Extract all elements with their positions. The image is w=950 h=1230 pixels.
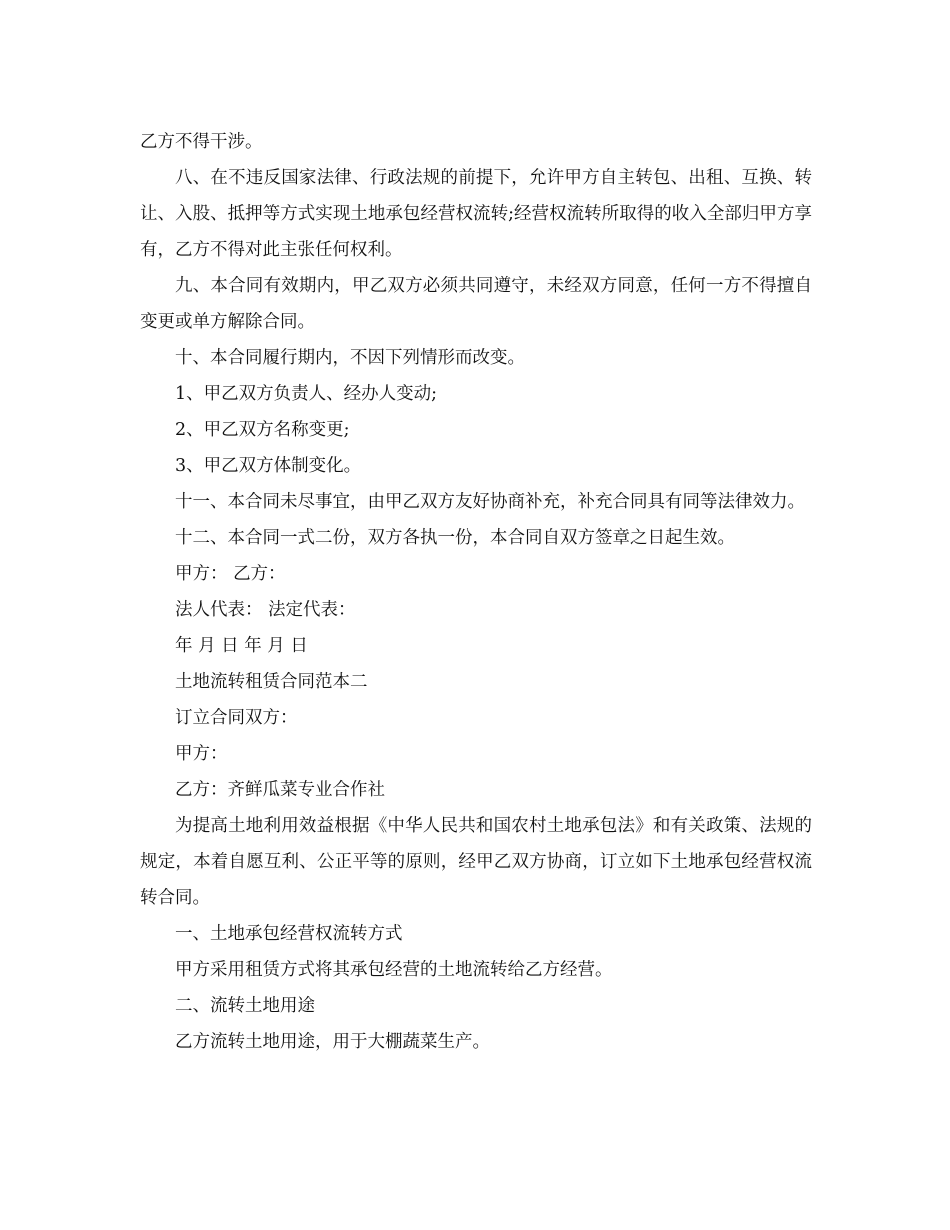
clause-9: 九、本合同有效期内，甲乙双方必须共同遵守，未经双方同意，任何一方不得擅自变更或单方解除合同。 — [140, 276, 812, 332]
section-title: 土地流转租赁合同范本二 — [175, 672, 368, 692]
signature-representatives: 法人代表： 法定代表： — [175, 600, 356, 620]
heading-land-use: 二、流转土地用途 — [175, 996, 315, 1016]
party-a: 甲方： — [175, 744, 228, 764]
clause-10: 十、本合同履行期内，不因下列情形而改变。 — [175, 348, 525, 368]
party-b: 乙方：齐鲜瓜菜专业合作社 — [175, 780, 385, 800]
document-body — [140, 124, 812, 1060]
contract-parties-heading: 订立合同双方： — [175, 708, 298, 728]
preamble: 为提高土地利用效益根据《中华人民共和国农村土地承包法》和有关政策、法规的规定，本着自愿互利、公正平等的原则，经甲乙双方协商，订立如下土地承包经营权流转合同。 — [140, 816, 812, 908]
heading-transfer-method: 一、土地承包经营权流转方式 — [175, 924, 403, 944]
signature-dates: 年 月 日 年 月 日 — [175, 636, 308, 656]
clause-8: 八、在不违反国家法律、行政法规的前提下，允许甲方自主转包、出租、互换、转让、入股、抵押等方式实现土地承包经营权流转;经营权流转所取得的收入全部归甲方享有，乙方不得对此主张任何权利。 — [140, 168, 812, 260]
signature-parties: 甲方： 乙方： — [175, 564, 286, 584]
clause-10-item-2: 2、甲乙双方名称变更; — [175, 420, 350, 440]
paragraph-continuation: 乙方不得干涉。 — [140, 132, 263, 152]
transfer-method-text: 甲方采用租赁方式将其承包经营的土地流转给乙方经营。 — [175, 960, 613, 980]
clause-10-item-3: 3、甲乙双方体制变化。 — [175, 456, 362, 476]
clause-12: 十二、本合同一式二份，双方各执一份，本合同自双方签章之日起生效。 — [175, 528, 735, 548]
clause-10-item-1: 1、甲乙双方负责人、经办人变动; — [175, 384, 438, 404]
land-use-text: 乙方流转土地用途，用于大棚蔬菜生产。 — [175, 1032, 490, 1052]
clause-11: 十一、本合同未尽事宜，由甲乙双方友好协商补充，补充合同具有同等法律效力。 — [175, 492, 805, 512]
